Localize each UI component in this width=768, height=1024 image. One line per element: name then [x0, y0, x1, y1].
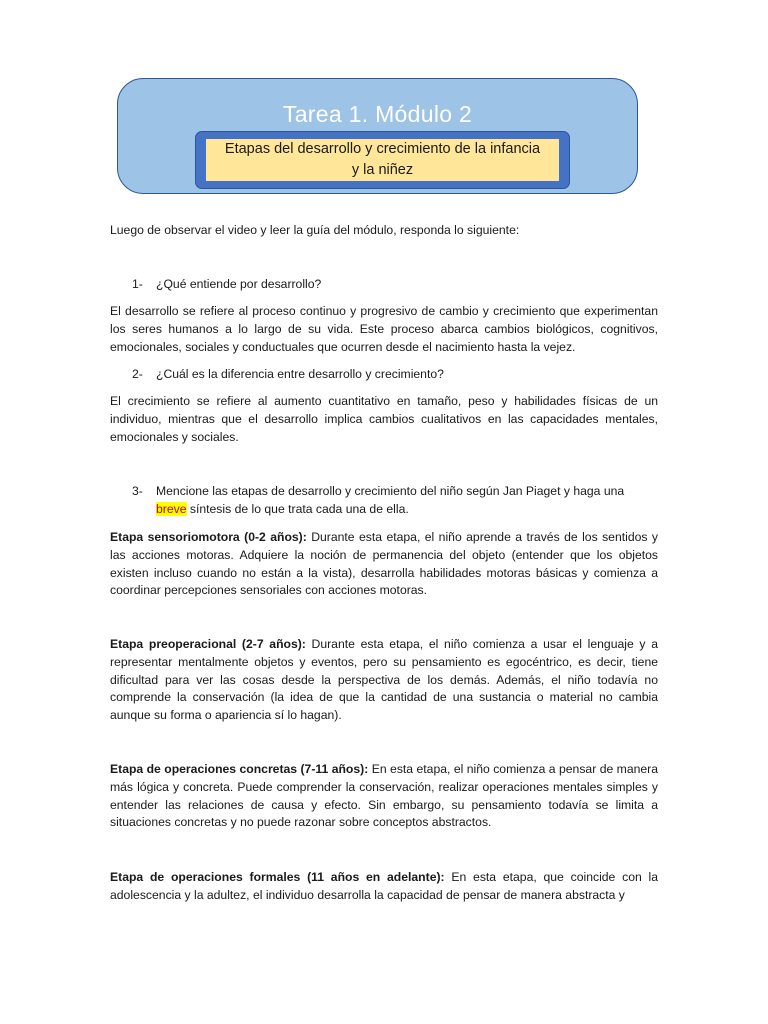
document-title: Tarea 1. Módulo 2: [282, 101, 473, 127]
question-text: [156, 483, 658, 519]
intro-text: Luego de observar el video y leer la guía del módulo, responda lo siguiente:: [110, 223, 520, 237]
highlighted-word: breve: [156, 501, 187, 516]
subtitle-frame: [195, 131, 570, 189]
answer-1: El desarrollo se refiere al proceso continuo y progresivo de cambio y crecimiento que experimentan los seres humanos a lo largo de su vida. Este proceso abarca cambios biológicos, cognitivos, emocionales, sociales y conductuales que ocurren desde el nacimiento hasta la vejez.: [110, 304, 658, 354]
stage-title: Etapa de operaciones formales (11 años en adelante):: [110, 870, 445, 884]
stage-operaciones-concretas: [110, 761, 658, 832]
question-text-end: síntesis de lo que trata cada una de ella.: [186, 501, 409, 516]
stage-sensoriomotora: [110, 529, 658, 600]
header-banner: [117, 78, 638, 194]
question-number: 2-: [132, 367, 143, 381]
stage-text: Durante esta etapa, el niño aprende a través de los sentidos y las acciones motoras. Adquiere la noción de permanencia del objeto (entender que los objetos existen incluso cuando no están a la vista), desarrolla habilidades motoras básicas y comienza a coordinar percepciones sensoriales con acciones motoras.: [110, 530, 658, 598]
question-number: 1-: [132, 277, 143, 291]
stage-title: Etapa de operaciones concretas (7-11 años):: [110, 762, 369, 776]
stage-text: Durante esta etapa, el niño comienza a usar el lenguaje y a representar mentalmente objetos y eventos, pero su pensamiento es egocéntrico, es decir, tiene dificultad para ver las cosas desde la perspectiva de los demás. Además, el niño todavía no comprende la conservación (la idea de que la cantidad de una sustancia o material no cambia aunque su forma o apariencia sí lo hagan).: [110, 637, 658, 723]
stage-operaciones-formales: [110, 869, 658, 905]
answer-2: El crecimiento se refiere al aumento cuantitativo en tamaño, peso y habilidades físicas de un individuo, mientras que el desarrollo implica cambios cualitativos en las capacidades mentales, emocionales y sociales.: [110, 394, 658, 444]
document-subtitle: Etapas del desarrollo y crecimiento de la infancia y la niñez: [206, 139, 559, 181]
question-text: ¿Qué entiende por desarrollo?: [156, 277, 322, 291]
stage-title: Etapa preoperacional (2-7 años):: [110, 637, 306, 651]
stage-text: En esta etapa, que coincide con la adolescencia y la adultez, el individuo desarrolla la capacidad de pensar de manera abstracta y: [110, 870, 659, 902]
stage-preoperacional: [110, 636, 658, 725]
question-text-main: Mencione las etapas de desarrollo y crecimiento del niño según Jan Piaget y haga una: [156, 484, 625, 498]
question-number: 3-: [132, 484, 143, 498]
stage-title: Etapa sensoriomotora (0-2 años):: [110, 530, 307, 544]
question-text: ¿Cuál es la diferencia entre desarrollo y crecimiento?: [156, 367, 444, 381]
stage-text: En esta etapa, el niño comienza a pensar de manera más lógica y concreta. Puede comprender la conservación, realizar operaciones mentales simples y entender las relaciones de causa y efecto. Sin embargo, su pensamiento todavía se limita a situaciones concretas y no puede razonar sobre conceptos abstractos.: [110, 762, 658, 830]
